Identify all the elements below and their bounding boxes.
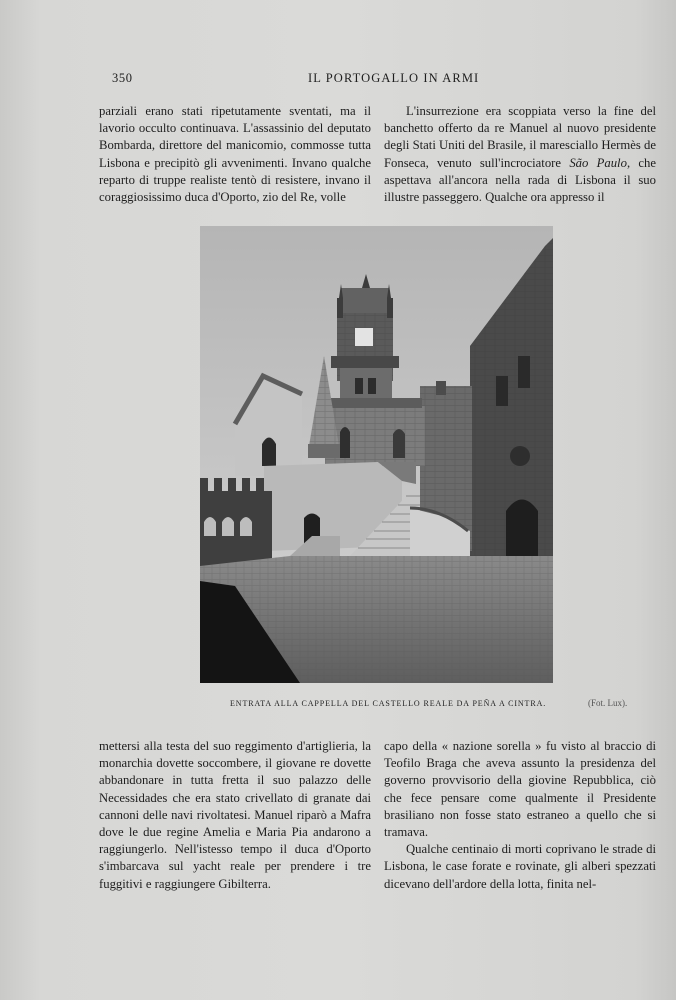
paragraph: parziali erano stati ripetutamente sventati, ma il lavorio occulto continuava. L'assassinio del deputato Bombarda, direttore del manicomio, commosse tutta Lisbona e precipitò gli avvenimenti. Invano qualche reparto di truppe realiste tentò di resistere, invano il coraggiosissimo duca d'Oporto, zio del Re, volle [99, 104, 371, 205]
running-title: IL PORTOGALLO IN ARMI [308, 71, 480, 85]
page-header [112, 71, 657, 91]
page-number: 350 [112, 71, 133, 85]
paragraph [384, 103, 656, 206]
paragraph: capo della « nazione sorella » fu visto al braccio di Teofilo Braga che aveva assunto la presidenza del governo provvisorio della giovine Repubblica, ciò che fece pensare come qualmente il Presidente brasiliano non fosse stato estraneo a quello che si tramava. [384, 739, 656, 840]
paragraph-text: , che aspettava all'ancora nella rada di Lisbona il suo illustre passeggero. Qualche ora appresso il [384, 155, 656, 205]
text-column-bottom-right [384, 738, 656, 893]
text-column-bottom-left [99, 738, 371, 893]
text-column-top-left [99, 103, 371, 206]
text-column-top-right [384, 103, 656, 206]
paragraph: mettersi alla testa del suo reggimento d'artiglieria, la monarchia dovette soccombere, il giovane re dovette abbandonare in tutta fretta il suo palazzo delle Necessidades che era stato crivellato di granate dai cannoni delle navi rivoltatesi. Manuel riparò a Mafra dove le due regine Amelia e Maria Pia andarono a raggiungerlo. Nell'istesso tempo il duca d'Oporto s'imbarcava sul yacht reale per prendere i tre fuggitivi e raggiungere Gibilterra. [99, 739, 371, 891]
castle-photograph [200, 226, 553, 683]
paragraph-text: L'insurrezione era scoppiata verso la fine del banchetto offerto da re Manuel al nuovo presidente degli Stati Uniti del Brasile, il maresciallo Hermès de Fonseca, venuto sull'incrociatore [384, 104, 656, 170]
photo-credit: (Fot. Lux). [588, 698, 628, 708]
paragraph: Qualche centinaio di morti coprivano le strade di Lisbona, le case forate e rovinate, gli alberi spezzati dicevano dell'ardore della lotta, finita nel- [384, 842, 656, 891]
photo-caption: ENTRATA ALLA CAPPELLA DEL CASTELLO REALE DA PEÑA A CINTRA. [230, 699, 547, 708]
ship-name: São Paulo [569, 155, 627, 170]
